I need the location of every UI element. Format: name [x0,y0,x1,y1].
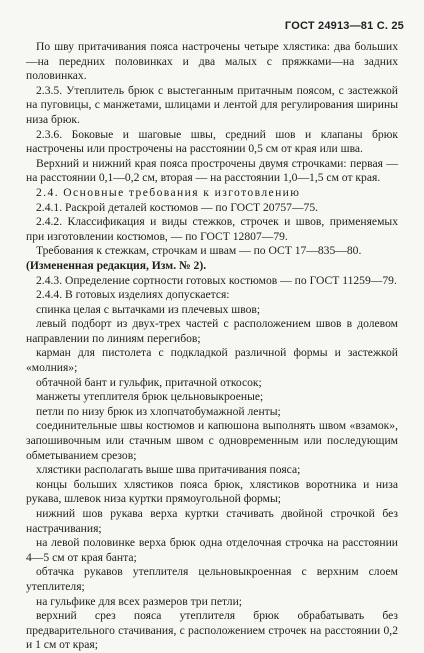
paragraph-belt-stitching: Верхний и нижний края пояса прострочены двумя строчками: первая — на расстоянии 0,1—0,2 см, вторая — на расстоянии 1,0—1,5 см от края. [26,156,398,185]
page-header: ГОСТ 24913—81 С. 25 [284,20,404,32]
amendment-note: (Измененная редакция, Изм. № 2). [26,258,207,272]
list-item-fly-loops: на гульфике для всех размеров три петли; [36,594,243,608]
list-item-seams: соединительные швы костюмов и капюшона выполнять швом «взамок», запошивочным или стачным швом с одновременным или последующим обметыванием срезов; [26,419,398,462]
list-item-back: спинка целая с вытачками из плечевых швов; [36,302,261,316]
list-item-tabs-position: хлястики располагать выше шва притачивания пояса; [36,463,301,477]
document-body [26,40,398,653]
paragraph-2-4-3: 2.4.3. Определение сортности готовых костюмов — по ГОСТ 11259—79. [36,273,397,287]
list-item-sleeve-seam: нижний шов рукава верха куртки стачивать двойной строчкой без настрачивания; [26,507,398,535]
paragraph-belt-tabs: По шву притачивания пояса настрочены четыре хлястика: два больших—на передних половинках и два малых с пряжками—на задних половинках. [26,40,398,83]
paragraph-2-3-6: 2.3.6. Боковые и шаговые швы, средний шов и клапаны брюк настрочены или прострочены на расстоянии 0,5 см от края или шва. [26,127,398,156]
list-item-pistol-pocket: карман для пистолета с подкладкой различной формы и застежкой «молния»; [26,346,398,375]
section-heading-2-4: 2.4. Основные требования к изготовлению [36,185,301,199]
list-item-fly: обтачной бант и гульфик, притачной откосок; [36,375,262,389]
list-item-cuffs: манжеты утеплителя брюк цельновыкроеные; [36,390,264,404]
list-item-tab-ends: концы больших хлястиков пояса брюк, хлястиков воротника и низа рукава, шлевок низа куртки прямоугольной формы; [26,477,398,506]
list-item-loops: петли по низу брюк из хлопчатобумажной ленты; [36,404,281,418]
paragraph-2-3-5: 2.3.5. Утеплитель брюк с выстеганным притачным поясом, с застежкой на пуговицы, с манжетами, шлицами и лентой для регулирования ширины низа брюк. [26,83,398,126]
list-item-belt-edge: верхний срез пояса утеплителя брюк обрабатывать без предварительного стачивания, с расположением строчек на расстоянии 0,2 и 1 см от края; [26,609,398,652]
paragraph-2-4-4: 2.4.4. В готовых изделиях допускается: [36,288,230,302]
paragraph-2-4-2: 2.4.2. Классификация и виды стежков, строчек и швов, применяемых при изготовлении костюмов, — по ГОСТ 12807—79. [26,215,398,243]
paragraph-stitch-requirements: Требования к стежкам, строчкам и швам — по ОСТ 17—835—80. [36,244,362,258]
list-item-sleeve-facing: обтачка рукавов утеплителя цельновыкроенная с верхним слоем утеплителя; [26,565,398,593]
list-item-facing: левый подборт из двух-трех частей с расположением швов в долевом направлении по линиям перегибов; [26,317,398,345]
paragraph-2-4-1: 2.4.1. Раскрой деталей костюмов — по ГОСТ 20757—75. [36,200,319,214]
list-item-decorative-stitch: на левой половинке верха брюк одна отделочная строчка на расстоянии 4—5 см от края банта; [26,536,398,564]
